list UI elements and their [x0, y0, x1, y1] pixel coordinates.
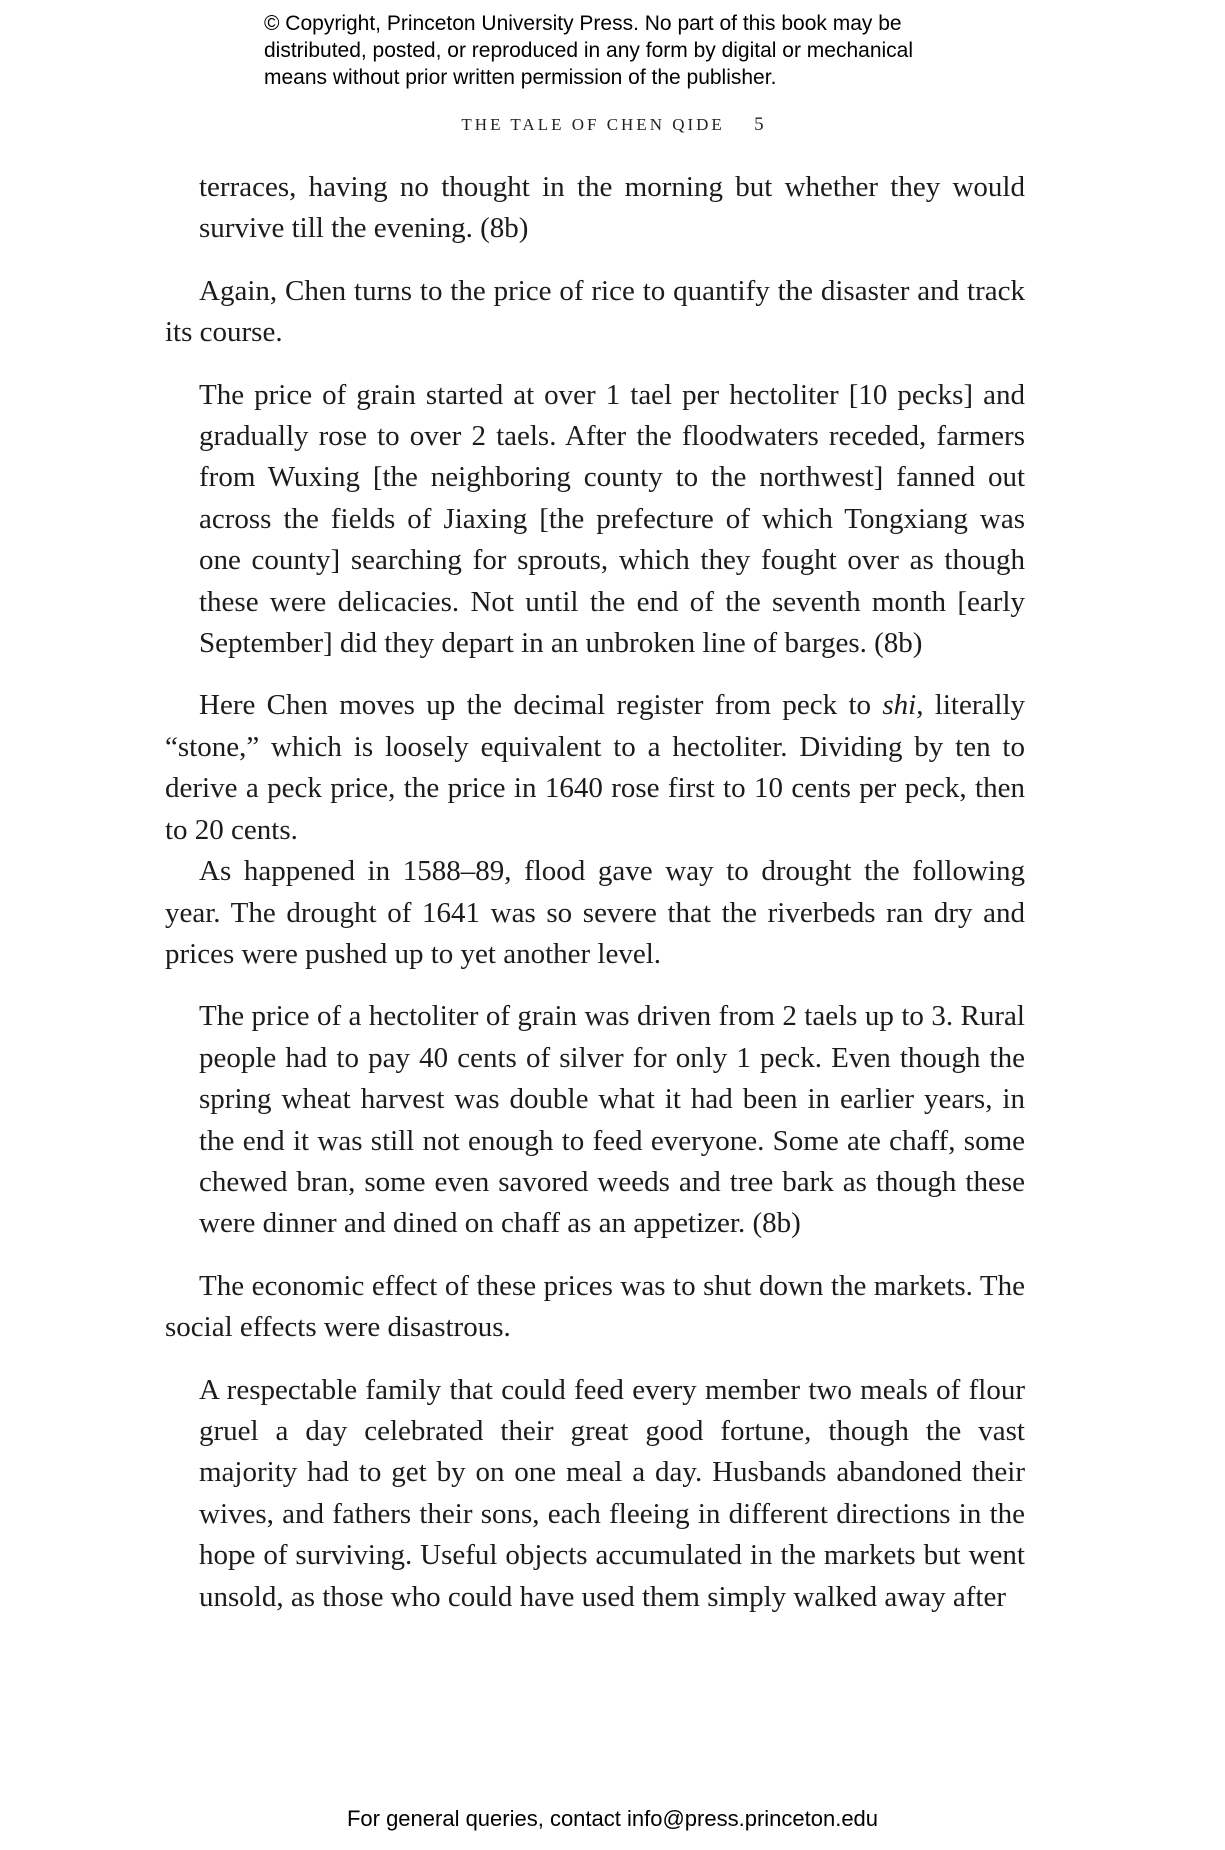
copyright-line-3: means without prior written permission of the publisher. — [264, 66, 777, 89]
block-quote-4: A respectable family that could feed every member two meals of flour gruel a day celebrated their great good fortune, though the vast majority had to get by on one meal a day. Husbands abandoned their wives, and fathers their sons, each fleeing in different directions in the hope of surviving. Useful objects accumulated in the markets but went unsold, as those who could have used them simply walked away after — [199, 1373, 1025, 1613]
paragraph-2-part-1: Here Chen moves up the decimal register from peck to — [199, 689, 883, 722]
italic-term-shi: shi — [882, 689, 917, 722]
running-head — [0, 114, 1225, 136]
paragraph-1: Again, Chen turns to the price of rice to quantify the disaster and track its course. — [165, 274, 1025, 349]
block-quote-1: terraces, having no thought in the morning but whether they would survive till the evening. (8b) — [199, 171, 1025, 245]
footer-contact: For general queries, contact info@press.princeton.edu — [346, 1806, 879, 1831]
page-number: 5 — [754, 114, 764, 135]
copyright-line-2: distributed, posted, or reproduced in any form by digital or mechanical — [264, 39, 914, 62]
copyright-notice — [264, 10, 1024, 91]
paragraph-2-part-2: , literally “stone,” which is loosely equivalent to a hectoliter. Dividing by ten to derive a peck price, the price in 1640 rose first to 10 cents per peck, then to 20 cents. — [165, 689, 1025, 846]
paragraph-3: As happened in 1588–89, flood gave way to drought the following year. The drought of 1641 was so severe that the riverbeds ran dry and prices were pushed up to yet another level. — [165, 855, 1025, 970]
paragraph-4: The economic effect of these prices was to shut down the markets. The social effects were disastrous. — [165, 1269, 1025, 1344]
running-head-title: THE TALE OF CHEN QIDE — [461, 115, 725, 134]
block-quote-3: The price of a hectoliter of grain was driven from 2 taels up to 3. Rural people had to pay 40 cents of silver for only 1 peck. Even though the spring wheat harvest was double what it had been in earlier years, in the end it was still not enough to feed everyone. Some ate chaff, some chewed bran, some even savored weeds and tree bark as though these were dinner and dined on chaff as an appetizer. (8b) — [199, 1000, 1025, 1240]
page-body — [165, 167, 1025, 1618]
copyright-line-1: © Copyright, Princeton University Press. No part of this book may be — [264, 12, 902, 35]
paragraph-2 — [165, 685, 1025, 851]
block-quote-2: The price of grain started at over 1 tael per hectoliter [10 pecks] and gradually rose to over 2 taels. After the floodwaters receded, farmers from Wuxing [the neighboring county to the northwest] fanned out across the fields of Jiaxing [the prefecture of which Tongxiang was one county] searching for sprouts, which they fought over as though these were delicacies. Not until the end of the seventh month [early September] did they depart in an unbroken line of barges. (8b) — [199, 378, 1025, 660]
